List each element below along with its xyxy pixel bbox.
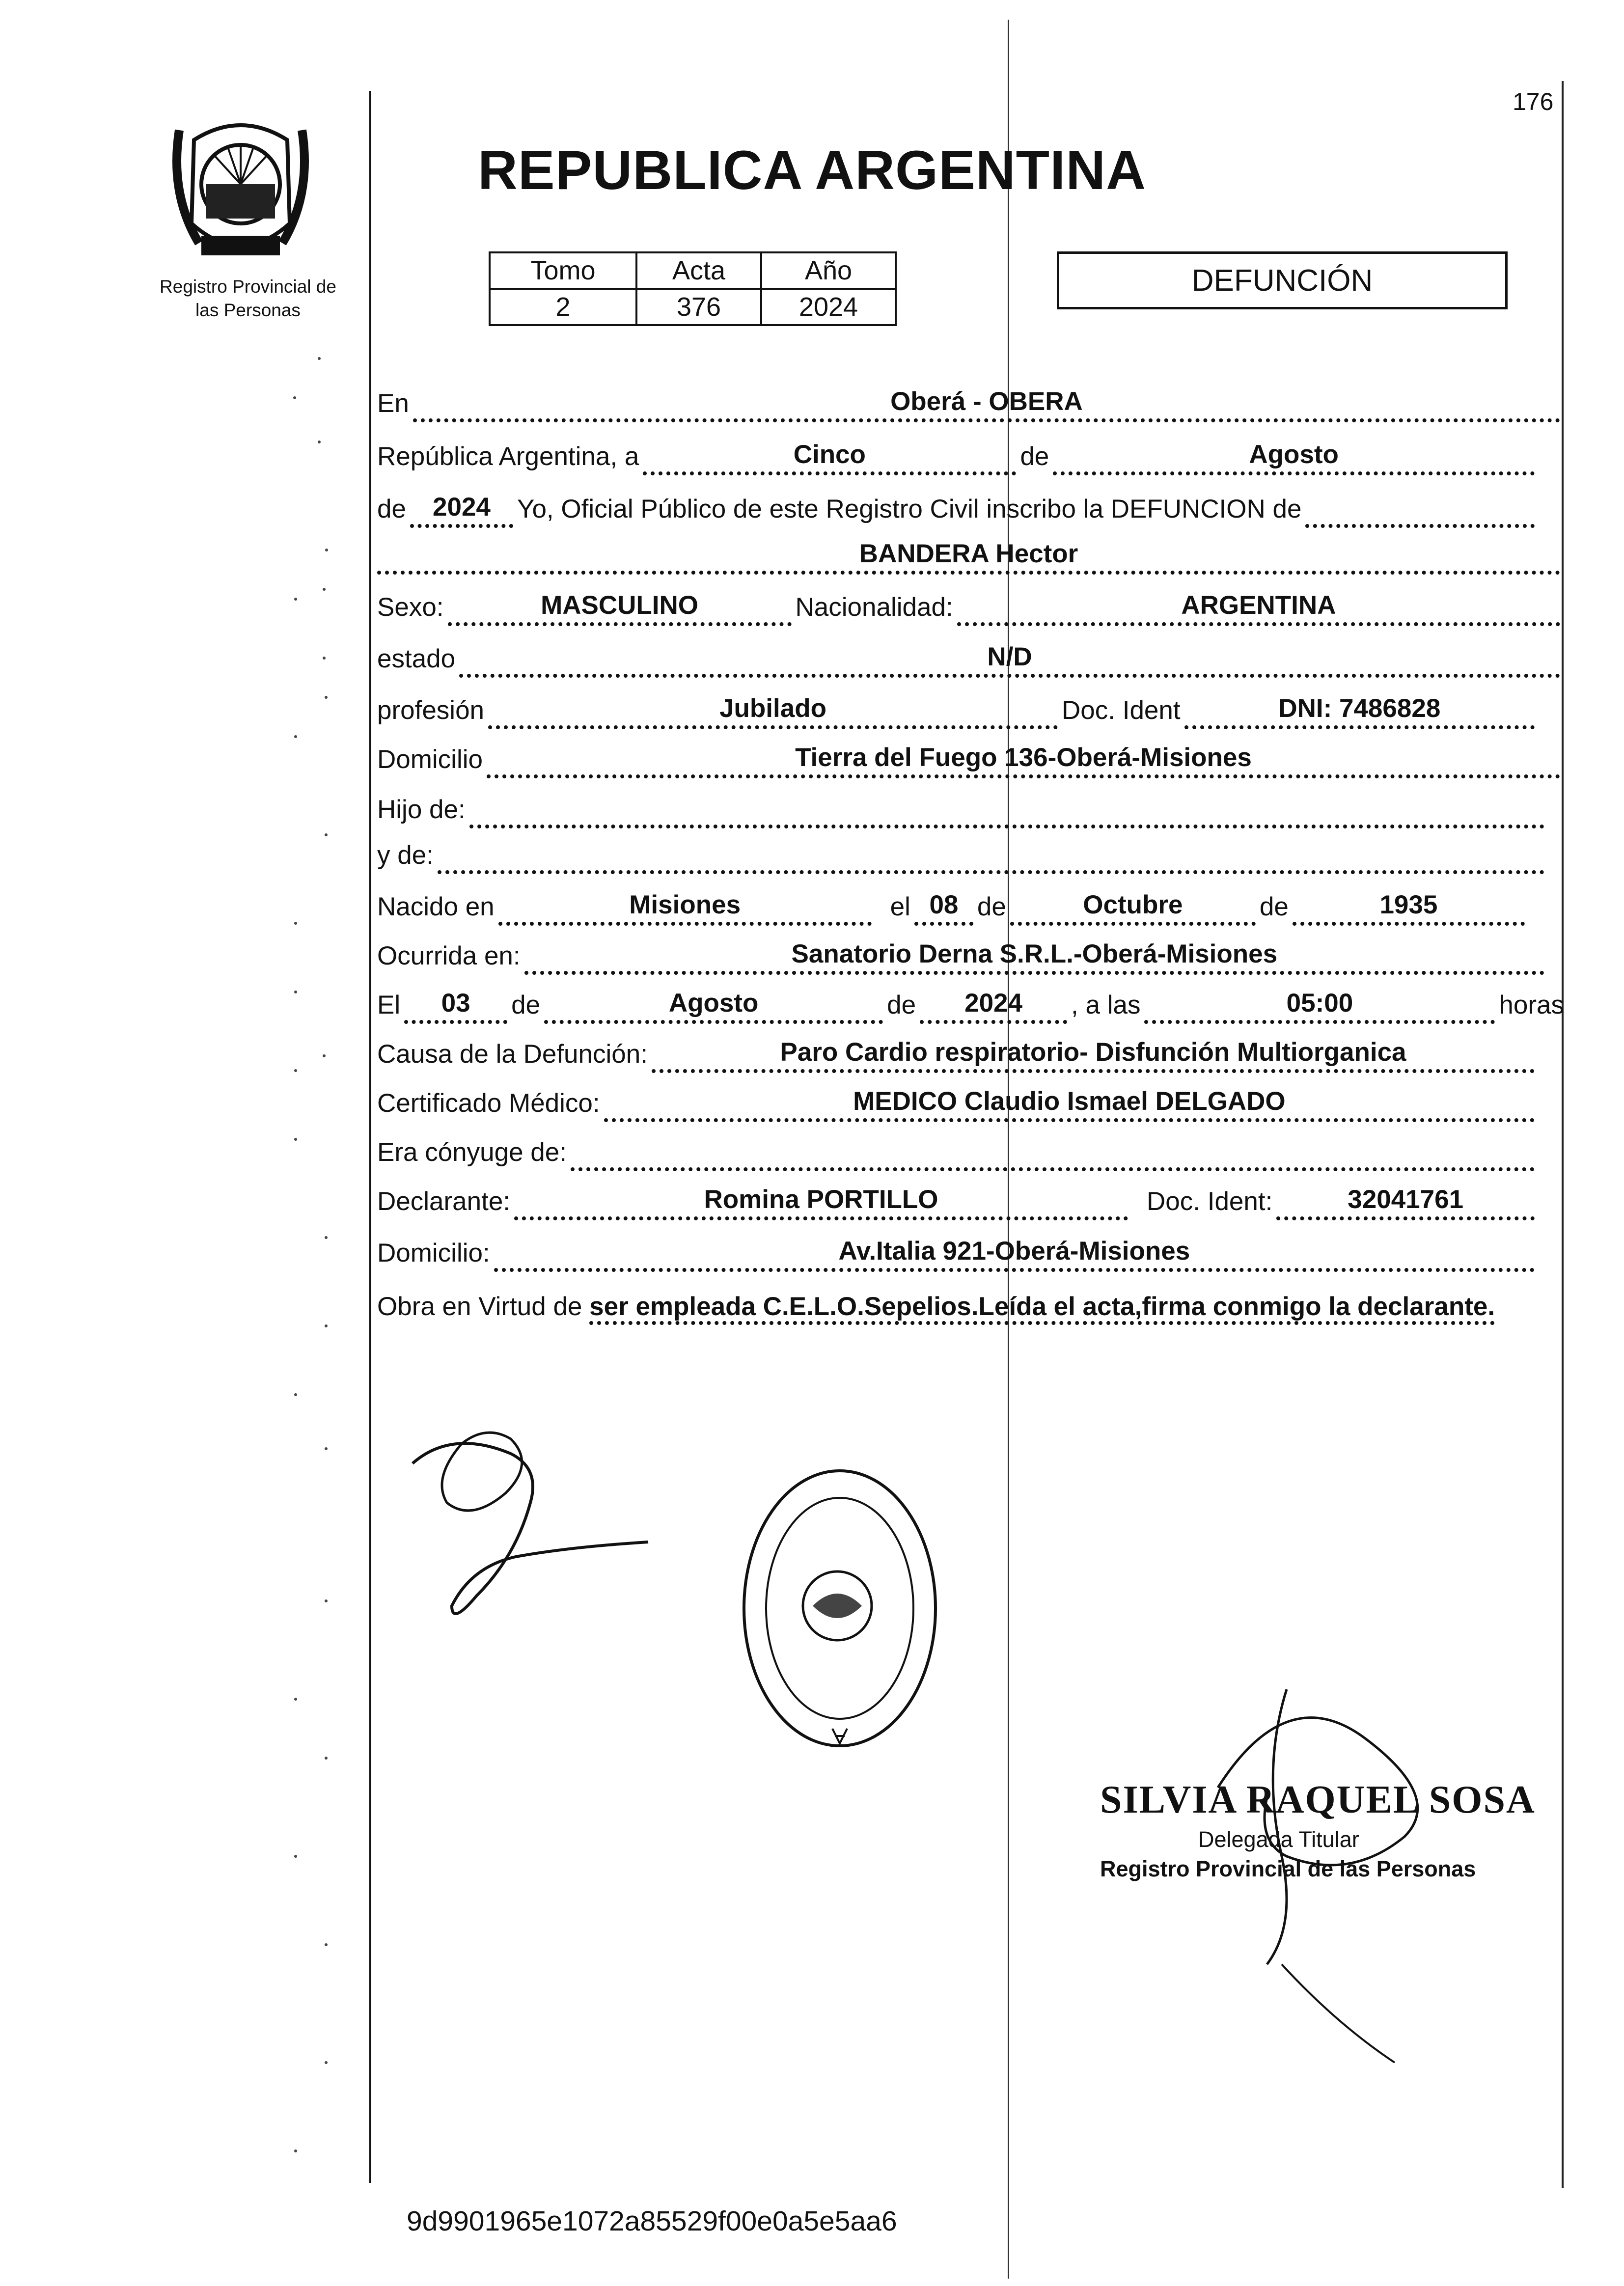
row-domicilio [377,734,1564,778]
nac-de2-label: de [1259,892,1289,921]
row-nombre [377,530,1564,575]
def-anio-value: 2024 [920,988,1067,1024]
doc-value: DNI: 7486828 [1184,693,1535,729]
inscribe-blank [1305,522,1535,528]
cert-value: MEDICO Claudio Ismael DELGADO [604,1086,1535,1122]
signer-name: SILVIA RAQUEL SOSA [1100,1778,1536,1821]
ocurrida-label: Ocurrida en: [377,941,521,970]
nacido-label: Nacido en [377,892,495,921]
row-declarante [377,1176,1564,1220]
def-mes-value: Agosto [544,988,883,1024]
hijo-value [469,823,1544,828]
org-label [142,275,354,322]
el-label: el [890,892,910,921]
margin-dots [290,344,334,2210]
dia-letras-value: Cinco [643,440,1016,475]
en-value: Oberá - OBERA [413,386,1560,422]
nacido-value: Misiones [498,890,872,926]
acta-value: 376 [636,289,761,325]
causa-value: Paro Cardio respiratorio- Disfunción Multiorganica [652,1037,1535,1073]
declarante-label: Declarante: [377,1187,511,1216]
obra-label: Obra en Virtud de [377,1292,582,1321]
decl-dom-value: Av.Italia 921-Oberá-Misiones [494,1236,1535,1272]
nac-dia-value: 08 [914,890,973,926]
mes-value: Agosto [1053,440,1535,475]
row-sexo [377,582,1564,626]
document-hash: 9d9901965e1072a85529f00e0a5e5aa6 [407,2205,897,2237]
nac-mes-value: Octubre [1010,890,1256,926]
left-margin-rule [369,91,371,2183]
sexo-label: Sexo: [377,593,444,622]
nac-anio-value: 1935 [1293,890,1525,926]
nacionalidad-value: ARGENTINA [957,590,1560,626]
anio-value: 2024 [410,492,513,528]
causa-label: Causa de la Defunción: [377,1040,648,1069]
hijo-label: Hijo de: [377,795,466,824]
declarante-value: Romina PORTILLO [514,1184,1128,1220]
nacionalidad-label: Nacionalidad: [795,593,953,622]
row-nacido [377,881,1564,926]
decl-doc-value: 32041761 [1276,1184,1535,1220]
estado-label: estado [377,644,456,673]
nac-de-label: de [977,892,1006,921]
row-estado [377,633,1564,678]
row-causa [377,1029,1564,1073]
row-hijo [377,784,1564,828]
acta-header: Acta [636,252,761,289]
sexo-value: MASCULINO [448,590,792,626]
profesion-label: profesión [377,696,485,725]
org-line-2: las Personas [195,300,301,320]
alas-label: , a las [1071,991,1141,1019]
row-decl-domicilio [377,1228,1564,1272]
nombre-value: BANDERA Hector [377,539,1560,575]
row-fecha-defuncion [377,980,1564,1024]
declarante-signature [393,1409,668,1625]
page-title: REPUBLICA ARGENTINA [478,139,1146,201]
record-type-box: DEFUNCIÓN [1057,251,1508,309]
hora-value: 05:00 [1144,988,1495,1024]
yde-value [438,868,1544,874]
row-profesion [377,685,1564,729]
row-inscribe [377,484,1564,528]
tomo-header: Tomo [490,252,636,289]
record-table [489,251,897,326]
obra-en-virtud [377,1287,1566,1327]
row-fecha [377,431,1564,475]
page-number: 176 [1513,88,1554,115]
anio-header: Año [761,252,896,289]
row-en [377,378,1564,422]
decl-doc-label: Doc. Ident: [1147,1187,1273,1216]
domicilio-value: Tierra del Fuego 136-Oberá-Misiones [487,743,1560,778]
tomo-value: 2 [490,289,636,325]
anio-value: 2024 [761,289,896,325]
en-label: En [377,389,409,418]
horas-label: horas [1499,991,1564,1019]
rep-label: República Argentina, a [377,442,639,471]
cert-label: Certificado Médico: [377,1089,600,1118]
de2-label: de [377,495,406,523]
obra-value: ser empleada C.E.L.O.Sepelios.Leída el acta,firma conmigo la declarante. [589,1292,1495,1325]
decl-dom-label: Domicilio: [377,1239,490,1267]
de-label: de [1020,442,1049,471]
domicilio-label: Domicilio [377,745,483,774]
conyuge-label: Era cónyuge de: [377,1138,567,1167]
row-conyuge [377,1127,1564,1171]
estado-value: N/D [459,642,1560,678]
el2-label: El [377,991,401,1019]
conyuge-value [571,1165,1535,1171]
row-yde [377,830,1564,874]
row-certificado [377,1078,1564,1122]
def-dia-value: 03 [404,988,507,1024]
profesion-value: Jubilado [488,693,1058,729]
signer-org: Registro Provincial de las Personas [1100,1856,1476,1881]
yde-label: y de: [377,841,434,870]
doc-label: Doc. Ident [1062,696,1181,725]
def-de-label: de [511,991,541,1019]
signer-role: Delegada Titular [1198,1827,1359,1852]
official-seal [739,1463,940,1753]
row-ocurrida [377,931,1564,975]
ocurrida-value: Sanatorio Derna S.R.L.-Oberá-Misiones [524,939,1544,975]
org-line-1: Registro Provincial de [160,276,336,297]
def-de2-label: de [887,991,916,1019]
inscribe-text: Yo, Oficial Público de este Registro Civil inscribo la DEFUNCION de [517,495,1302,523]
